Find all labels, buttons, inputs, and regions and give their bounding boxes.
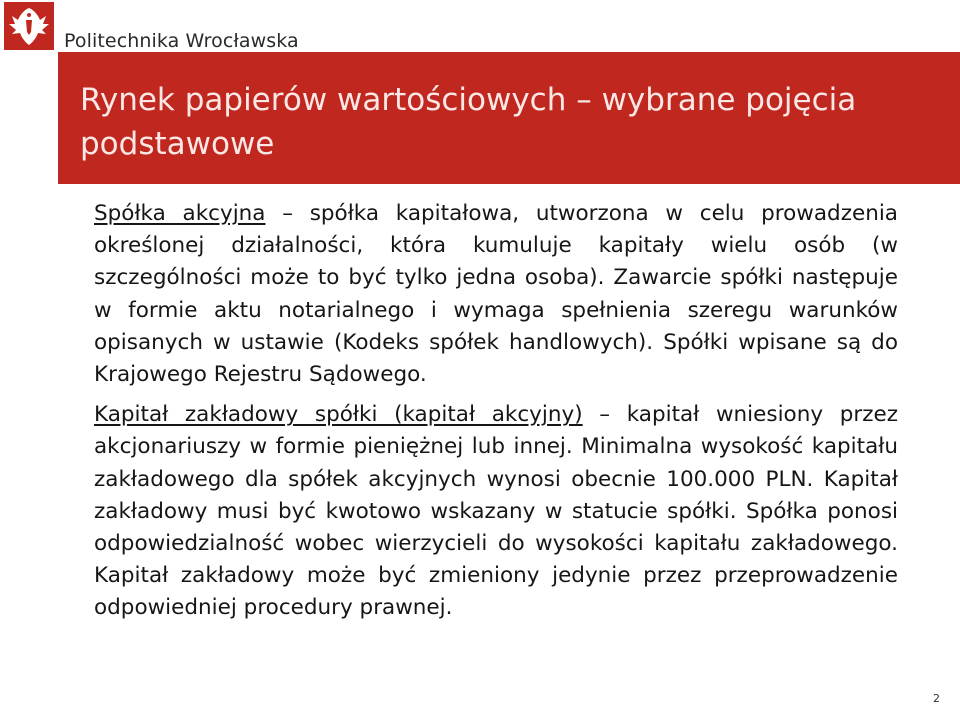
slide-title: Rynek papierów wartościowych – wybrane pojęcia podstawowe [80,82,857,162]
university-name: Politechnika Wrocławska [64,30,299,52]
term-kapital-zakladowy: Kapitał zakładowy spółki (kapitał akcyjny) [94,402,583,428]
slide-content [94,198,898,625]
paragraph-spolka-akcyjna [94,198,898,391]
eagle-crest-icon [4,2,54,50]
definition-spolka-akcyjna: – spółka kapitałowa, utworzona w celu prowadzenia określonej działalności, która kumuluje kapitały wielu osób (w szczególności może to być tylko jedna osoba). Zawarcie spółki następuje w formie aktu notarialnego i wymaga spełnienia szeregu warunków opisanych w ustawie (Kodeks spółek handlowych). Spółki wpisane są do Krajowego Rejestru Sądowego. [94,201,898,388]
paragraph-kapital-zakladowy [94,399,898,624]
title-bar [58,52,960,184]
header-bar [0,0,960,52]
page-number: 2 [933,692,940,705]
definition-kapital-zakladowy: – kapitał wniesiony przez akcjonariuszy w formie pieniężnej lub innej. Minimalna wysokość kapitału zakładowego dla spółek akcyjnych wynosi obecnie 100.000 PLN. Kapitał zakładowy musi być kwotowo wskazany w statucie spółki. Spółka ponosi odpowiedzialność wobec wierzycieli do wysokości kapitału zakładowego. Kapitał zakładowy może być zmieniony jedynie przez przeprowadzenie odpowiedniej procedury prawnej. [94,402,898,621]
term-spolka-akcyjna: Spółka akcyjna [94,201,266,226]
